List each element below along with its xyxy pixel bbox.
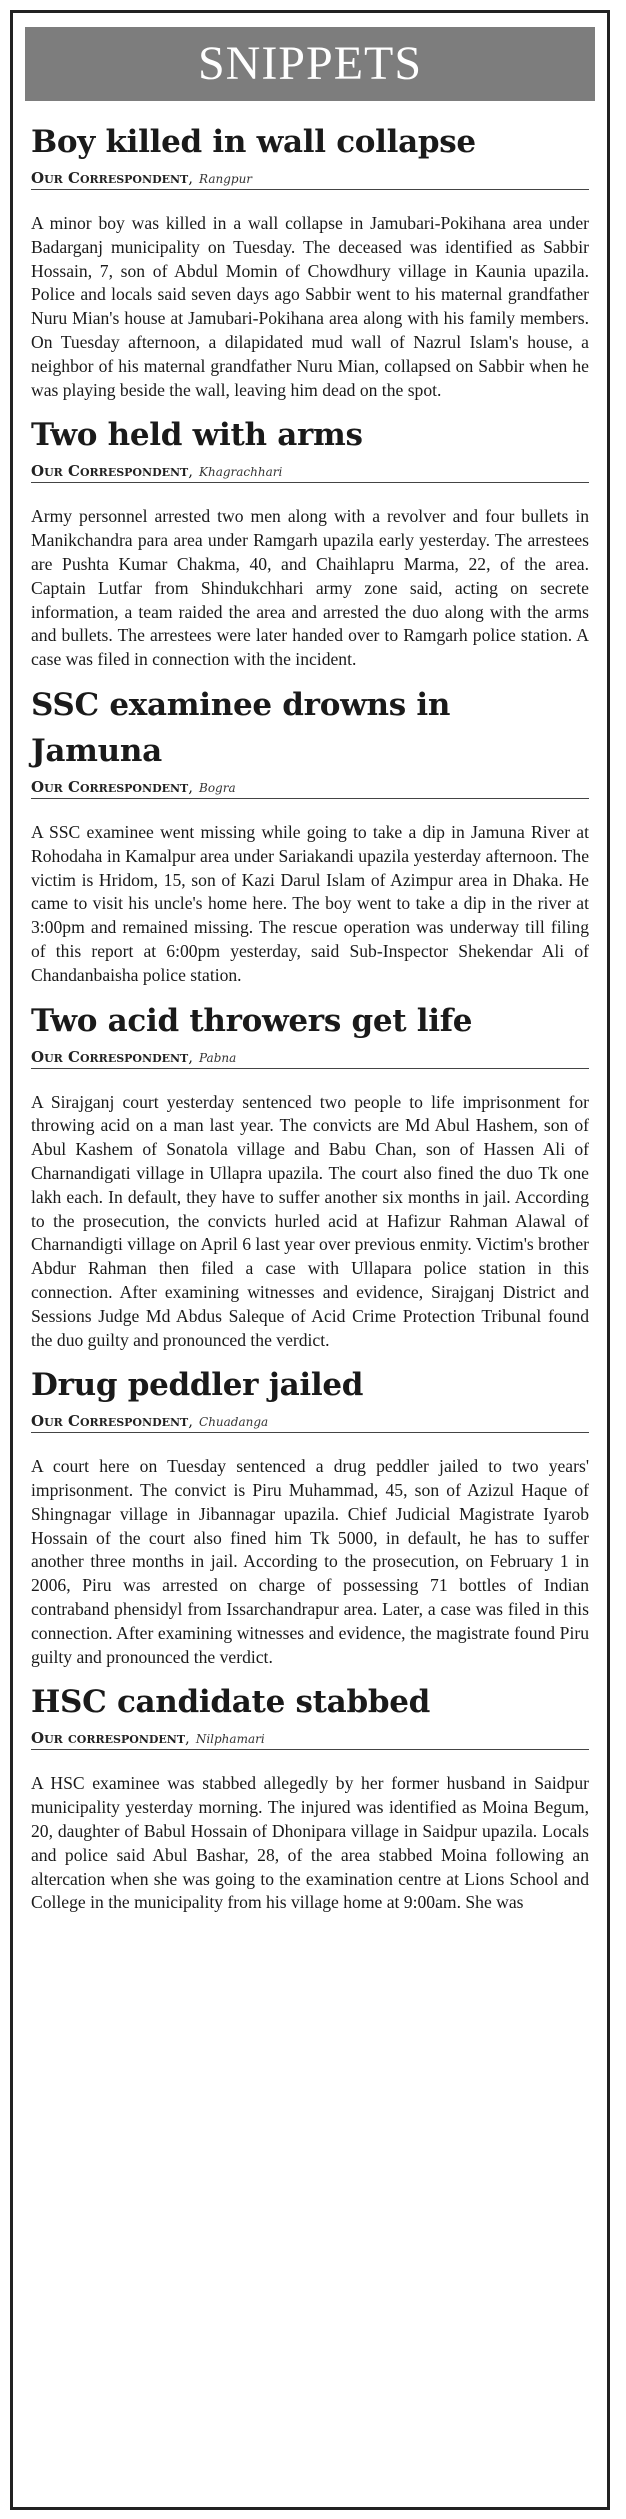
section-title: SNIPPETS bbox=[197, 37, 423, 90]
byline-author: Our Correspondent bbox=[31, 462, 189, 481]
byline-location: Nilphamari bbox=[195, 1732, 265, 1747]
story-body: A SSC examinee went missing while going to take a dip in Jamuna River at Rohodaha in Kamalpur area under Sariakandi upazila yesterday afternoon. The victim is Hridom, 15, son of Kazi Darul Islam of Azimpur area in Dhaka. He came to visit his uncle's home here. The boy went to take a dip in the river at 3:00pm and remained missing. The rescue operation was underway till filing of this report at 6:00pm yesterday, said Sub-Inspector Shekendar Ali of Chandanbaisha police station. bbox=[31, 821, 589, 985]
story-wall-collapse bbox=[31, 119, 589, 402]
story-ssc-examinee-drowns bbox=[31, 682, 589, 988]
byline-author: Our Correspondent bbox=[31, 1047, 189, 1066]
section-header bbox=[25, 27, 595, 101]
byline-location: Bogra bbox=[199, 780, 236, 795]
byline-location: Chuadanga bbox=[199, 1415, 269, 1430]
story-headline: HSC candidate stabbed bbox=[31, 1684, 431, 1721]
story-body: A court here on Tuesday sentenced a drug peddler jailed to two years' imprisonment. The convict is Piru Muhammad, 45, son of Azizul Haque of Shingnagar village in Jibannagar upazila. Chief Judicial Magistrate Iyarob Hossain of the court also fined him Tk 5000, in default, he has to suffer another three months in jail. According to the prosecution, on February 1 in 2006, Piru was arrested on charge of possessing 71 bottles of Indian contraband phensidyl from Issarchandrapur area. Later, a case was filed in this connection. After examining witnesses and evidence, the magistrate found Piru guilty and pronounced the verdict. bbox=[31, 1456, 589, 1667]
story-headline: Two acid throwers get life bbox=[31, 1002, 473, 1039]
story-headline: Boy killed in wall collapse bbox=[31, 124, 476, 160]
story-body: A HSC examinee was stabbed allegedly by her former husband in Saidpur municipality yesterday morning. The injured was identified as Moina Begum, 20, daughter of Babul Hossain of Dhonipara village in Saidpur upazila. Locals and police said Abul Bashar, 28, of the area stabbed Moina following an altercation when she was going to the examination centre at Lions School and College in the municipality from his village home at 9:00am. She was bbox=[31, 1773, 589, 1913]
story-body: A Sirajganj court yesterday sentenced two people to life imprisonment for throwing acid on a man last year. The convicts are Md Abul Hashem, son of Abul Kashem of Sonatola village and Babu Chan, son of Hassen Ali of Charnandigati village in Ullapra upazila. The court also fined the duo Tk one lakh each. In default, they have to suffer another six months in jail. According to the prosecution, the convicts hurled acid at Hafizur Rahman Alawal of Charnandigti village on April 6 last year over previous enmity. Victim's brother Abdur Rahman then filed a case with Ullapara police station in this connection. After examining witnesses and evidence, Sirajganj District and Sessions Judge Md Abdus Saleque of Acid Crime Protection Tribunal found the duo guilty and pronounced the verdict. bbox=[31, 1091, 589, 1350]
byline-location: Pabna bbox=[199, 1050, 237, 1065]
story-byline: Our Correspondent , Pabna bbox=[31, 1048, 589, 1069]
story-body: A minor boy was killed in a wall collapse in Jamubari-Pokihana area under Badarganj municipality on Tuesday. The deceased was identified as Sabbir Hossain, 7, son of Abdul Momin of Chowdhury village in Kaunia upazila. Police and locals said seven days ago Sabbir went to his maternal grandfather Nuru Mian's house at Jamubari-Pokihana area along with his family members. On Tuesday afternoon, a dilapidated mud wall of Nazrul Islam's house, a neighbor of his maternal grandfather Nuru Mian, collapsed on Sabbir when he was playing beside the wall, leaving him dead on the spot. bbox=[31, 213, 589, 400]
story-byline: Our correspondent , Nilphamari bbox=[31, 1729, 589, 1750]
byline-location: Rangpur bbox=[199, 172, 253, 186]
byline-author: Our Correspondent bbox=[31, 777, 189, 796]
byline-location: Khagrachhari bbox=[199, 465, 283, 480]
story-byline: Our Correspondent , Khagrachhari bbox=[31, 462, 589, 483]
story-byline: Our Correspondent , Bogra bbox=[31, 778, 589, 799]
story-headline: Two held with arms bbox=[31, 417, 363, 454]
byline-author: Our Correspondent bbox=[31, 169, 189, 187]
story-headline: SSC examinee drowns in Jamuna bbox=[31, 686, 451, 769]
story-byline: Our Correspondent , Chuadanga bbox=[31, 1412, 589, 1433]
story-headline: Drug peddler jailed bbox=[31, 1367, 364, 1404]
snippets-column bbox=[10, 10, 610, 2510]
story-acid-throwers-life bbox=[31, 998, 589, 1353]
story-byline: Our Correspondent , Rangpur bbox=[31, 169, 589, 190]
story-two-held-with-arms bbox=[31, 412, 589, 672]
story-hsc-candidate-stabbed bbox=[31, 1679, 589, 1915]
story-body: Army personnel arrested two men along with a revolver and four bullets in Manikchandra para area under Ramgarh upazila early yesterday. The arrestees are Pushta Kumar Chakma, 40, and Chaihlapru Marma, 22, of the area. Captain Lutfar from Shindukchhari army zone said, acting on secrete information, a team raided the area and arrested the duo along with the arms and bullets. The arrestees were later handed over to Ramgarh police station. A case was filed in connection with the incident. bbox=[31, 506, 589, 670]
byline-author: Our Correspondent bbox=[31, 1412, 189, 1431]
story-drug-peddler-jailed bbox=[31, 1362, 589, 1669]
byline-author: Our correspondent bbox=[31, 1729, 186, 1748]
